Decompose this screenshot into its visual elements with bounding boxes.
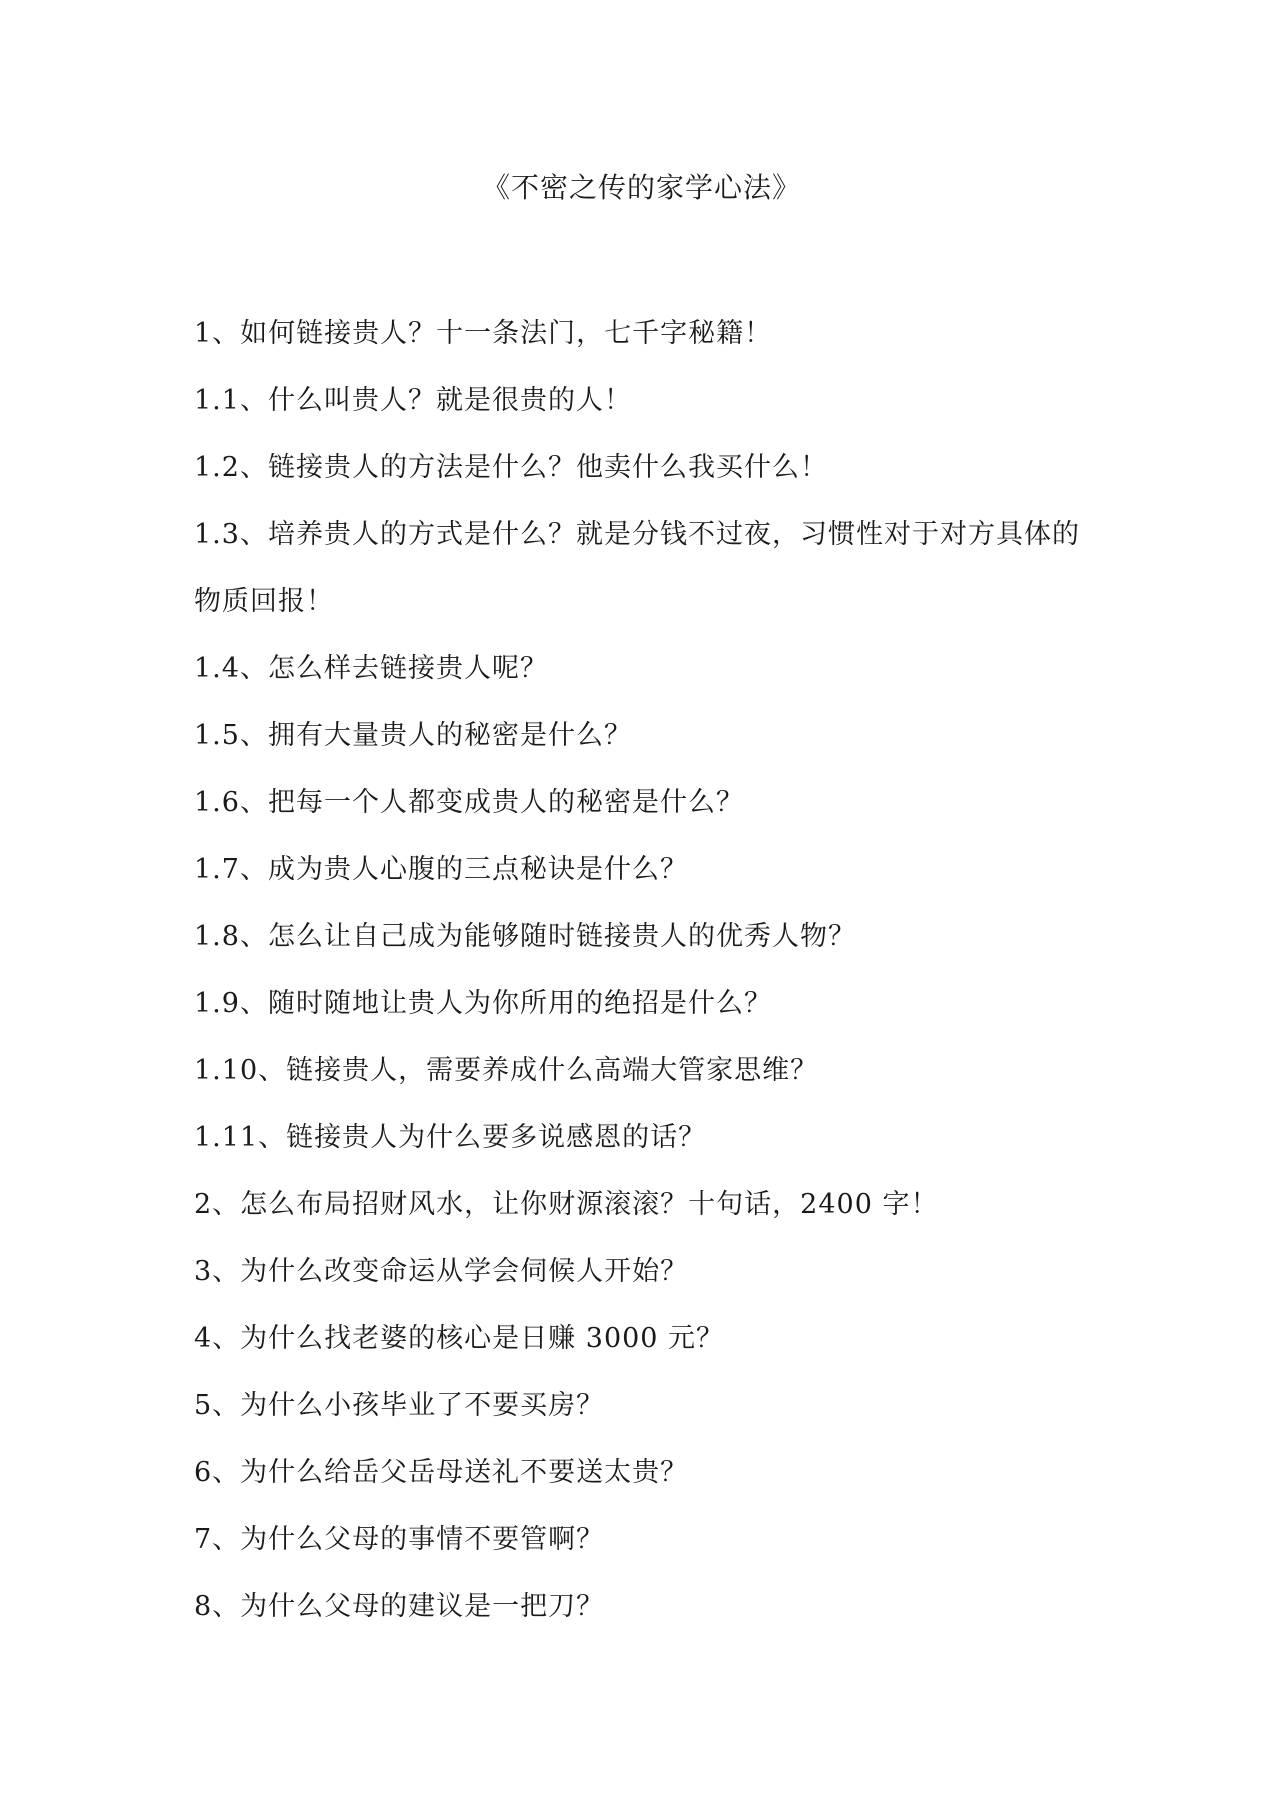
toc-item-1-3: 1.3、培养贵人的方式是什么？就是分钱不过夜，习惯性对于对方具体的物质回报！ bbox=[194, 519, 1080, 617]
toc-item-1-11: 1.11、链接贵人为什么要多说感恩的话？ bbox=[194, 1122, 707, 1153]
toc-item-1-4: 1.4、怎么样去链接贵人呢？ bbox=[194, 653, 548, 684]
document-title: 《不密之传的家学心法》 bbox=[481, 171, 801, 204]
toc-item-1-10: 1.10、链接贵人，需要养成什么高端大管家思维？ bbox=[194, 1055, 819, 1086]
toc-item-7: 7、为什么父母的事情不要管啊？ bbox=[194, 1524, 605, 1555]
toc-item-5: 5、为什么小孩毕业了不要买房？ bbox=[194, 1390, 605, 1421]
toc-item-1-2: 1.2、链接贵人的方法是什么？他卖什么我买什么！ bbox=[194, 452, 828, 483]
toc-item-4: 4、为什么找老婆的核心是日赚 3000 元？ bbox=[194, 1323, 725, 1354]
toc-item-1-7: 1.7、成为贵人心腹的三点秘诀是什么？ bbox=[194, 854, 688, 885]
toc-item-1-1: 1.1、什么叫贵人？就是很贵的人！ bbox=[194, 385, 632, 416]
toc-item-1: 1、如何链接贵人？十一条法门，七千字秘籍！ bbox=[194, 318, 773, 349]
toc-item-1-6: 1.6、把每一个人都变成贵人的秘密是什么？ bbox=[194, 787, 744, 818]
toc-item-1-9: 1.9、随时随地让贵人为你所用的绝招是什么？ bbox=[194, 988, 772, 1019]
toc-item-6: 6、为什么给岳父岳母送礼不要送太贵？ bbox=[194, 1457, 689, 1488]
toc-item-3: 3、为什么改变命运从学会伺候人开始？ bbox=[194, 1256, 689, 1287]
toc-item-1-5: 1.5、拥有大量贵人的秘密是什么？ bbox=[194, 720, 632, 751]
table-of-contents bbox=[194, 300, 1094, 1640]
toc-item-2: 2、怎么布局招财风水，让你财源滚滚？十句话，2400 字！ bbox=[194, 1189, 939, 1220]
toc-item-1-8: 1.8、怎么让自己成为能够随时链接贵人的优秀人物？ bbox=[194, 921, 856, 952]
toc-item-8: 8、为什么父母的建议是一把刀？ bbox=[194, 1591, 605, 1622]
